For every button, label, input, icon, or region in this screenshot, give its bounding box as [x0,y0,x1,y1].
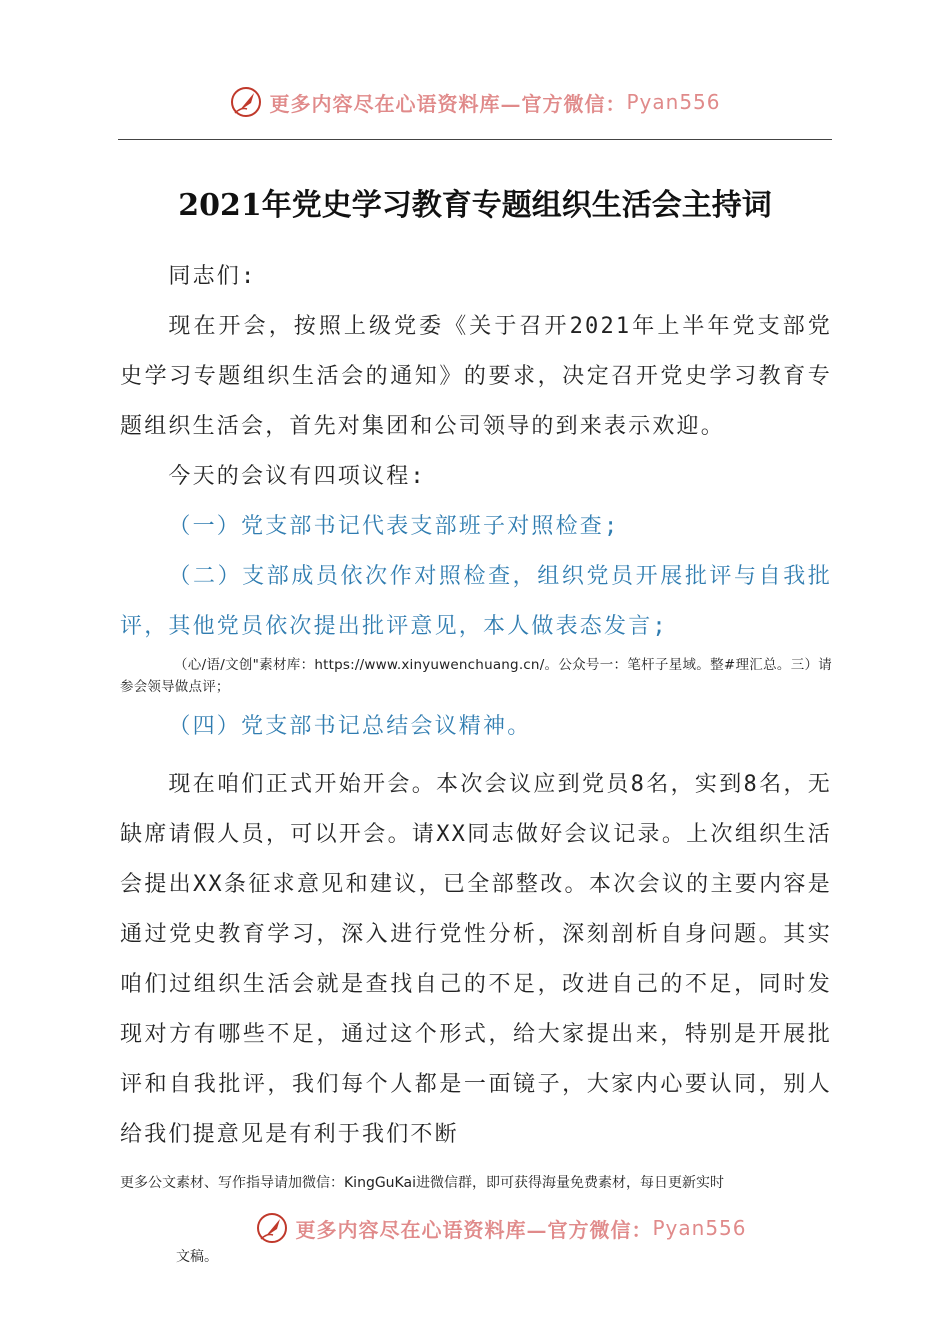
top-banner [0,82,950,122]
quill-logo-icon [255,1211,289,1245]
document-body [120,252,832,1160]
agenda-item-4: （四）党支部书记总结会议精神。 [168,714,532,739]
quill-logo-icon [229,85,263,119]
footer-note: 更多公文素材、写作指导请加微信：KingGuKai进微信群，即可获得海量免费素材，每日更新实时 [120,1175,724,1191]
footer-note-end: 文稿。 [176,1249,218,1265]
source-note: （心/语/文创"素材库：https://www.xinyuwenchuang.cn/。公众号一：笔杆子星域。整#理汇总。三）请参会领导做点评； [120,657,832,695]
opening-paragraph: 现在开会，按照上级党委《关于召开2021年上半年党支部党史学习专题组织生活会的通知》的要求，决定召开党史学习教育专题组织生活会，首先对集团和公司领导的到来表示欢迎。 [120,314,832,439]
greeting: 同志们: [168,264,257,289]
agenda-item-1: （一）党支部书记代表支部班子对照检查; [168,514,620,539]
agenda-item-2: （二）支部成员依次作对照检查，组织党员开展批评与自我批评，其他党员依次提出批评意见，本人做表态发言; [120,564,832,639]
banner-text-bottom: 更多内容尽在心语资料库—官方微信： [295,1217,653,1242]
banner-text: 更多内容尽在心语资料库—官方微信： [269,91,627,116]
document-title: 2021年党史学习教育专题组织生活会主持词 [178,188,772,223]
banner-inner-bottom [255,1211,746,1245]
main-paragraph: 现在咱们正式开始开会。本次会议应到党员8名，实到8名，无缺席请假人员，可以开会。请XX同志做好会议记录。上次组织生活会提出XX条征求意见和建议，已全部整改。本次会议的主要内容是通过党史教育学习，深入进行党性分析，深刻剖析自身问题。其实咱们过组织生活会就是查找自己的不足，改进自己的不足，同时发现对方有哪些不足，通过这个形式，给大家提出来，特别是开展批评和自我批评，我们每个人都是一面镜子，大家内心要认同，别人给我们提意见是有利于我们不断 [120,772,832,1147]
agenda-intro: 今天的会议有四项议程: [168,464,426,489]
banner-brand: Pyan556 [626,90,721,114]
header-divider [118,139,832,140]
bottom-banner [26,1208,950,1248]
banner-brand-bottom: Pyan556 [652,1216,747,1240]
banner-inner [229,85,720,119]
